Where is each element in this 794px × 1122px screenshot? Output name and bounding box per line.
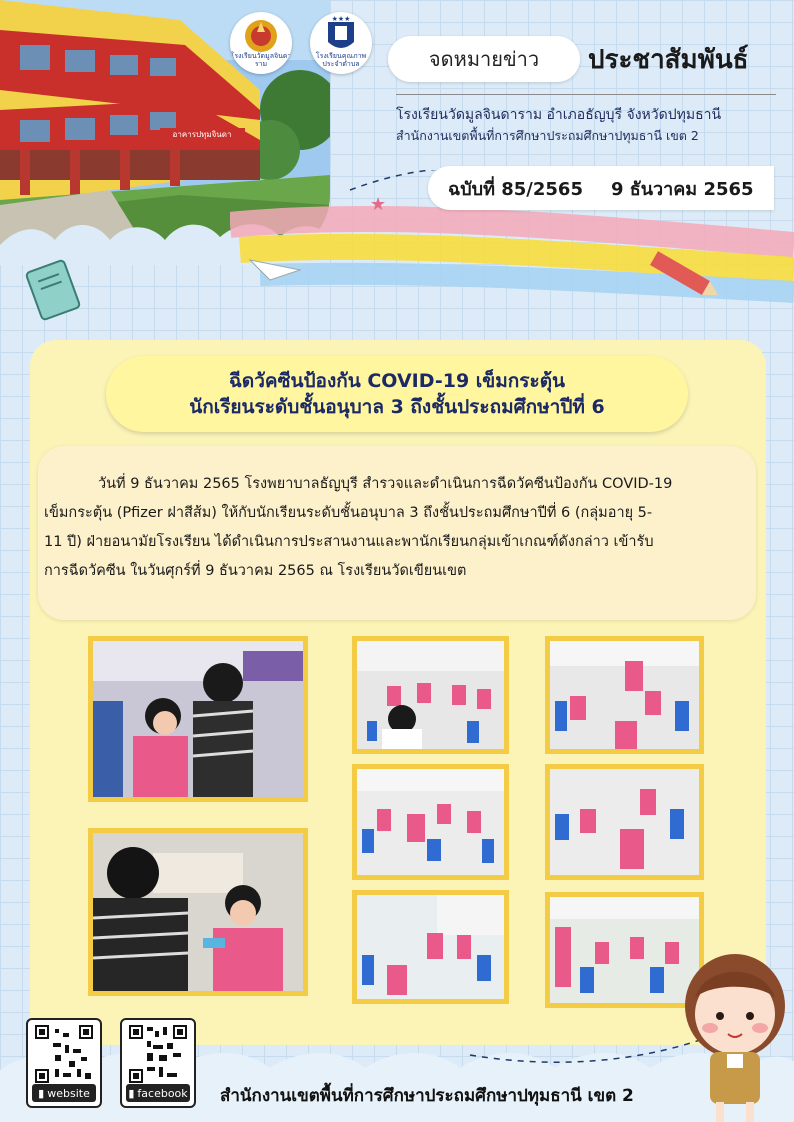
body-line: 11 ปี) ฝ่ายอนามัยโรงเรียน ได้ดำเนินการประสานงานและพานักเรียนกลุ่มเข้าเกณฑ์ดังกล่าว เข้ารับ [44,534,654,550]
students-waiting-photo [352,890,509,1004]
qr-code-icon [129,1025,187,1083]
issue-pill [428,166,774,210]
education-office: สำนักงานเขตพื้นที่การศึกษาประถมศึกษาปทุมธานี เขต 2 [396,128,699,143]
vaccination-photo [88,636,308,802]
students-waiting-photo [352,764,509,880]
school-address: โรงเรียนวัดมูลจินดาราม อำเภอธัญบุรี จังหวัดปทุมธานี [396,107,722,123]
article-title-line2: นักเรียนระดับชั้นอนุบาล 3 ถึงชั้นประถมศึกษาปีที่ 6 [189,396,605,418]
school-logo-caption: โรงเรียนวัดมูลจินดาราม [230,52,292,68]
cartoon-girl-illustration [680,948,790,1122]
quality-school-logo [310,12,372,74]
website-qr-label [32,1084,96,1102]
phone-icon: ▮ [38,1086,45,1100]
students-waiting-photo [352,636,509,754]
website-qr[interactable] [26,1018,102,1108]
issue-number: ฉบับที่ 85/2565 [448,178,583,200]
svg-text:★★★: ★★★ [331,15,351,23]
body-line: วันที่ 9 ธันวาคม 2565 โรงพยาบาลธัญบุรี สำรวจและดำเนินการฉีดวัคซีนป้องกัน COVID-19 [98,476,673,492]
quality-school-caption: โรงเรียนคุณภาพ ประจำตำบล [315,52,367,68]
body-line: เข็มกระตุ้น (Pfizer ฝาสีส้ม) ให้กับนักเรียนระดับชั้นอนุบาล 3 ถึงชั้นประถมศึกษาปีที่ 6 (กลุ่มอายุ 5- [44,505,653,521]
header-divider [396,94,776,95]
facebook-qr[interactable] [120,1018,196,1108]
pr-heading: ประชาสัมพันธ์ [588,44,749,75]
school-logo [230,12,292,74]
body-line: การฉีดวัคซีน ในวันศุกร์ที่ 9 ธันวาคม 2565 ณ โรงเรียนวัดเขียนเขต [44,563,467,579]
notebook-icon [18,255,88,325]
building-sign: อาคารปทุมจินดา [172,130,232,139]
vaccination-photo [88,828,308,996]
qr-code-icon [35,1025,93,1083]
students-waiting-photo [545,764,704,880]
issue-date: 9 ธันวาคม 2565 [610,178,754,200]
article-title-line1: ฉีดวัคซีนป้องกัน COVID-19 เข็มกระตุ้น [228,370,566,392]
website-label-text: website [47,1086,90,1100]
students-waiting-photo [545,636,704,754]
facebook-qr-label [126,1084,190,1102]
svg-text:★: ★ [370,194,387,215]
facebook-label-text: facebook [137,1086,188,1100]
article-title-box [106,356,688,432]
article-body [44,470,744,586]
phone-icon: ▮ [128,1086,135,1100]
newsletter-pill: จดหมายข่าว [388,36,580,82]
footer-office-text: สำนักงานเขตพื้นที่การศึกษาประถมศึกษาปทุมธานี เขต 2 [220,1086,634,1106]
